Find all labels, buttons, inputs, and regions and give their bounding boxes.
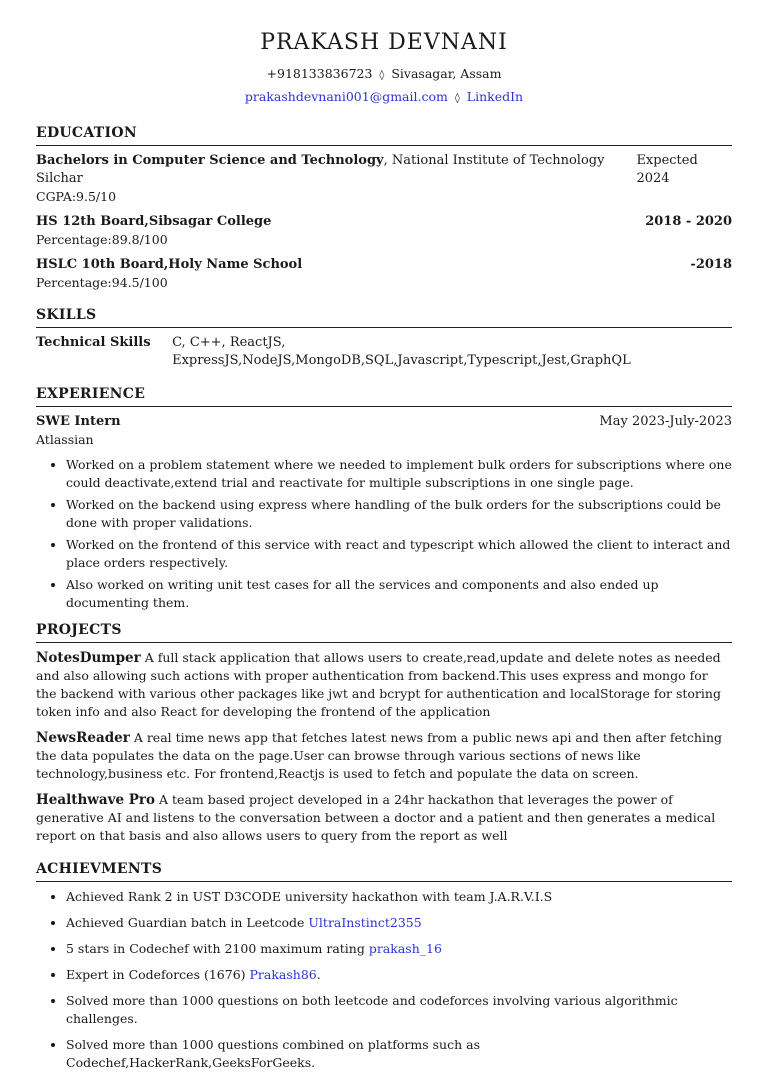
skill-category: Technical Skills xyxy=(36,335,151,350)
list-item xyxy=(66,888,732,906)
project-item xyxy=(36,729,732,783)
location: Sivasagar, Assam xyxy=(391,66,502,81)
project-name: NotesDumper xyxy=(36,650,141,666)
list-item xyxy=(66,940,732,958)
achievement-list xyxy=(36,888,732,1072)
list-item: • Also worked on writing unit test cases for all the services and components and also ended up documenting them. xyxy=(66,576,732,612)
skills-row xyxy=(36,334,732,370)
email-link[interactable]: prakashdevnani001@gmail.com xyxy=(244,89,448,104)
project-name: NewsReader xyxy=(36,730,130,746)
leetcode-profile-link[interactable]: UltraInstinct2355 xyxy=(308,915,422,930)
section-title: EDUCATION xyxy=(36,125,732,146)
project-description: A real time news app that fetches latest news from a public news api and then after fetching the data populates the data on the page.User can browse through various sections of news like technology,business etc. For frontend,Reactjs is used to fetch and populate the data on screen. xyxy=(36,730,722,781)
section-title: SKILLS xyxy=(36,307,732,328)
section-title: EXPERIENCE xyxy=(36,386,732,407)
experience-section xyxy=(36,386,732,612)
experience-bullets xyxy=(36,456,732,612)
achievement-text: 5 stars in Codechef with 2100 maximum rating xyxy=(66,941,369,956)
projects-section xyxy=(36,622,732,845)
list-item xyxy=(66,1036,732,1072)
project-item xyxy=(36,649,732,721)
codeforces-profile-link[interactable]: Prakash86 xyxy=(249,967,317,982)
achievement-suffix: . xyxy=(316,967,321,982)
education-date: Expected 2024 xyxy=(636,153,698,186)
degree: Bachelors in Computer Science and Technology xyxy=(36,153,384,168)
achievements-section xyxy=(36,861,732,1072)
resume-header xyxy=(36,0,732,109)
skills-section xyxy=(36,307,732,370)
institution: , National Institute of Technology Silchar xyxy=(36,153,605,186)
section-title: ACHIEVMENTS xyxy=(36,861,732,882)
education-item xyxy=(36,152,732,205)
project-name: Healthwave Pro xyxy=(36,792,156,808)
phone-number: +918133836723 xyxy=(266,66,373,81)
achievement-text: Solved more than 1000 questions on both leetcode and codeforces involving various algorithmic challenges. xyxy=(66,993,678,1026)
codechef-profile-link[interactable]: prakash_16 xyxy=(368,941,442,956)
job-role: SWE Intern xyxy=(36,414,121,429)
achievement-text: Expert in Codeforces (1676) xyxy=(66,967,250,982)
achievement-text: Achieved Rank 2 in UST D3CODE university hackathon with team J.A.R.V.I.S xyxy=(66,889,553,904)
list-item: • Worked on the frontend of this service with react and typescript which allowed the client to interact and place orders respectively. xyxy=(66,536,732,572)
separator-icon: ◊ xyxy=(454,93,460,104)
separator-icon: ◊ xyxy=(379,70,385,81)
education-item xyxy=(36,256,732,291)
list-item xyxy=(66,914,732,932)
education-section xyxy=(36,125,732,291)
job-date: May 2023-July-2023 xyxy=(599,414,732,429)
list-item xyxy=(66,966,732,984)
project-description: A full stack application that allows users to create,read,update and delete notes as needed and also allowing such actions with proper authentication from backend.This uses express and mongo for the backend with various other packages like jwt and bcrypt for authentication and localStorage for storing token info and also React for developing the frontend of the application xyxy=(36,650,721,719)
candidate-name: PRAKASH DEVNANI xyxy=(260,30,508,55)
list-item: • Worked on a problem statement where we needed to implement bulk orders for subscriptions where one could deactivate,extend trial and reactivate for multiple subscriptions in one single page. xyxy=(66,456,732,492)
project-description: A team based project developed in a 24hr hackathon that leverages the power of generative AI and listens to the conversation between a doctor and a patient and then generates a medical report on that basis and also allows users to query from the report as well xyxy=(36,792,716,843)
list-item: • Worked on the backend using express where handling of the bulk orders for the subscriptions could be done with proper validations. xyxy=(66,496,732,532)
education-detail: Percentage:89.8/100 xyxy=(36,232,168,247)
skill-list: C, C++, ReactJS, ExpressJS,NodeJS,MongoDB,SQL,Javascript,Typescript,Jest,GraphQL xyxy=(172,335,631,368)
list-item xyxy=(66,992,732,1028)
degree: HSLC 10th Board,Holy Name School xyxy=(36,257,303,272)
education-detail: CGPA:9.5/10 xyxy=(36,189,117,204)
project-item xyxy=(36,791,732,845)
contact-line-1 xyxy=(36,63,732,86)
education-detail: Percentage:94.5/100 xyxy=(36,275,168,290)
degree: HS 12th Board,Sibsagar College xyxy=(36,214,272,229)
achievement-text: Achieved Guardian batch in Leetcode xyxy=(66,915,309,930)
education-item xyxy=(36,213,732,248)
linkedin-link[interactable]: LinkedIn xyxy=(466,89,524,104)
education-date: -2018 xyxy=(690,257,732,272)
company: Atlassian xyxy=(36,432,94,447)
achievement-text: Solved more than 1000 questions combined on platforms such as Codechef,HackerRank,GeeksForGeeks. xyxy=(66,1037,480,1070)
section-title: PROJECTS xyxy=(36,622,732,643)
contact-line-2 xyxy=(36,86,732,109)
education-date: 2018 - 2020 xyxy=(645,214,732,229)
